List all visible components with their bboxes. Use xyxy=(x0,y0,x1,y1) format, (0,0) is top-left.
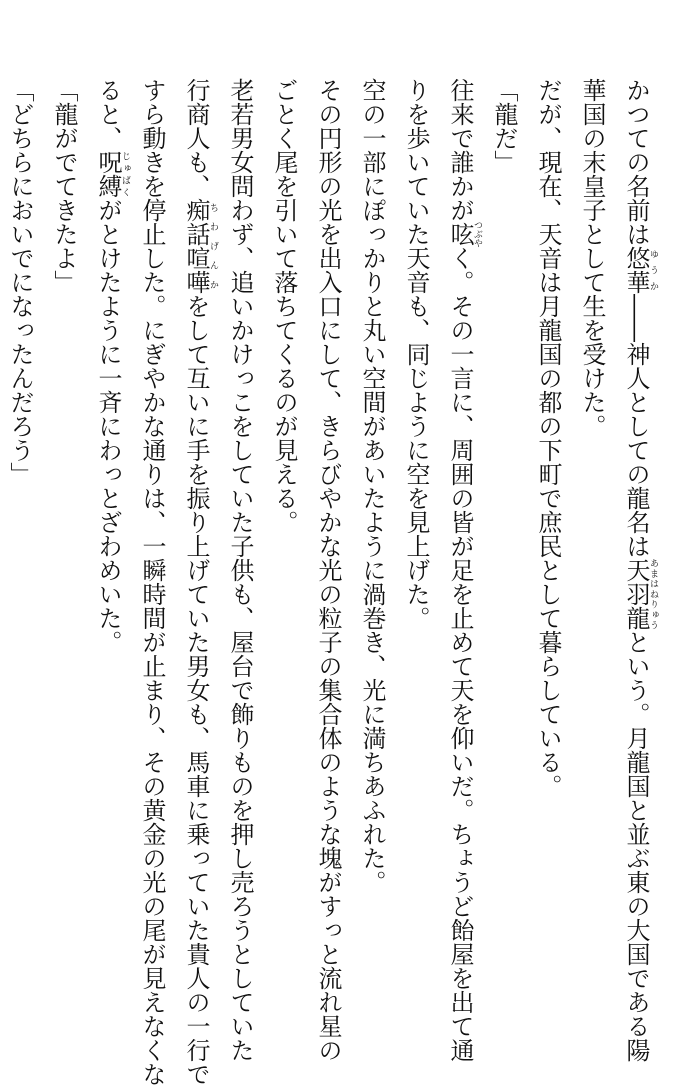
ruby-base: 呟 xyxy=(446,220,474,248)
text-line-11 xyxy=(174,78,218,1086)
line-text: をして互いに手を振り上げていた男女も、馬車に乗っていた貴人の一行で xyxy=(182,294,210,1086)
text-line-7: 空の一部にぽっかりと丸い空間があいたように渦巻き、光に満ちあふれた。 xyxy=(358,78,386,894)
line-text: ると、 xyxy=(94,78,122,150)
ruby-reading: あまはねりゅう xyxy=(648,558,658,630)
line-text: 行商人も、 xyxy=(182,78,210,198)
text-line-10: 老若男女問わず、追いかけっこをしていた子供も、屋台で飾りものを押し売ろうとしていた xyxy=(226,78,254,1062)
ruby-reading: ちわげんか xyxy=(208,198,218,294)
text-line-6: りを歩いていた天音も、同じように空を見上げた。 xyxy=(402,78,430,630)
text-line-2: 華国の末皇子として生を受けた。 xyxy=(578,78,606,438)
ruby-base: 天羽龍 xyxy=(622,558,650,630)
ruby-chiwagenka xyxy=(182,198,218,294)
ruby-reading: ゆうか xyxy=(648,246,658,294)
line-text: という。月龍国と並ぶ東の大国である陽 xyxy=(622,630,650,1062)
text-line-15: 「どちらにおいでになったんだろう」 xyxy=(6,78,34,486)
text-line-4: 「龍だ」 xyxy=(490,78,518,174)
line-text: ――神人としての龍名は xyxy=(622,294,650,558)
ruby-base: 悠華 xyxy=(622,246,650,294)
text-line-5 xyxy=(438,78,482,1062)
text-line-13 xyxy=(86,78,130,958)
text-line-8: その円形の光を出入口にして、きらびやかな光の粒子の集合体のような塊がすっと流れ星の xyxy=(314,78,342,1062)
text-line-3: だが、現在、天音は月龍国の都の下町で庶民として暮らしている。 xyxy=(534,78,562,798)
ruby-amahaneryuu xyxy=(622,558,658,630)
text-line-1 xyxy=(614,78,658,1062)
ruby-jubaku xyxy=(94,150,130,198)
ruby-tsubuyaku xyxy=(446,220,482,248)
line-text: 往来で誰かが xyxy=(446,78,474,222)
ruby-base: 痴話喧嘩 xyxy=(182,198,210,294)
line-text: がとけたように一斉にわっとざわめいた。 xyxy=(94,198,122,654)
line-text: く。その一言に、周囲の皆が足を止めて天を仰いだ。ちょうど飴屋を出て通 xyxy=(446,246,474,1062)
ruby-base: 呪縛 xyxy=(94,150,122,198)
text-line-9: ごとく尾を引いて落ちてくるのが見える。 xyxy=(270,78,298,534)
text-line-14: 「龍がでてきたよ」 xyxy=(50,78,78,294)
line-text: かつての名前は xyxy=(622,78,650,246)
ruby-reading: つぶや xyxy=(472,220,482,248)
ruby-yuuka xyxy=(622,246,658,294)
ruby-reading: じゅばく xyxy=(120,150,130,198)
text-line-12: すら動きを停止した。にぎやかな通りは、一瞬時間が止まり、その黄金の光の尾が見えなくな xyxy=(138,78,166,1086)
vertical-text-body xyxy=(0,78,658,1086)
